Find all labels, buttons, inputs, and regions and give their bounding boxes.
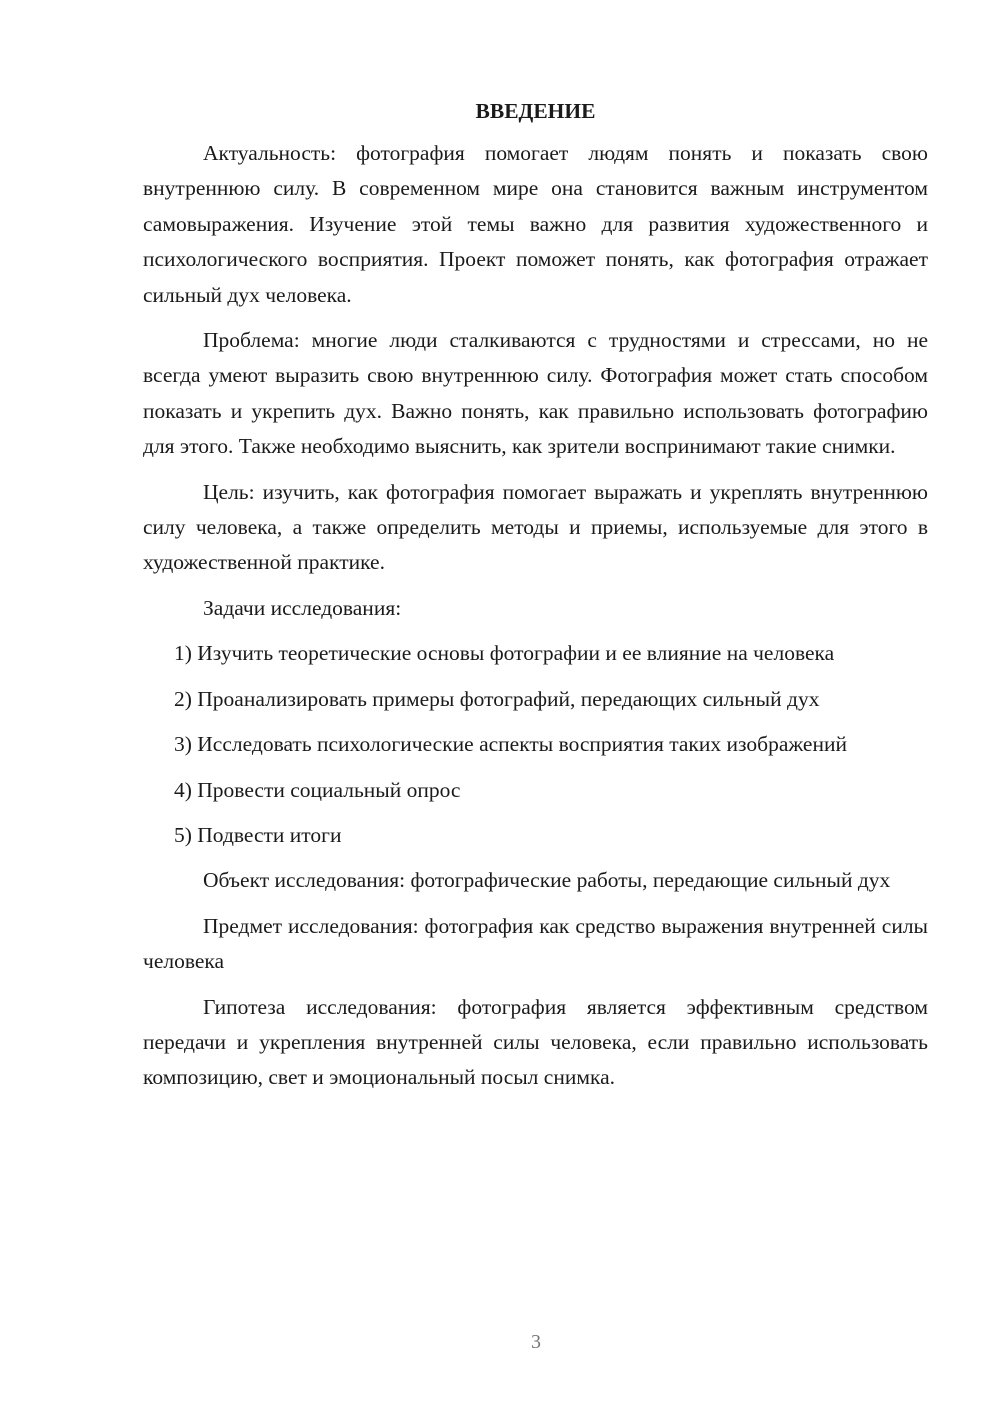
tasks-heading: Задачи исследования: bbox=[203, 595, 402, 620]
page-number: 3 bbox=[531, 1331, 541, 1353]
task-item-4: 4) Провести социальный опрос bbox=[174, 777, 461, 802]
task-item-2: 2) Проанализировать примеры фотографий, передающих сильный дух bbox=[174, 686, 820, 711]
problem-paragraph: Проблема: многие люди сталкиваются с трудностями и стрессами, но не всегда умеют выразить свою внутреннюю силу. Фотография может стать способом показать и укрепить дух. Важно понять, как правильно использовать фотографию для этого. Также необходимо выяснить, как зрители воспринимают такие снимки. bbox=[143, 328, 928, 459]
object-paragraph: Объект исследования: фотографические работы, передающие сильный дух bbox=[203, 868, 891, 893]
goal-paragraph: Цель: изучить, как фотография помогает выражать и укреплять внутреннюю силу человека, а также определить методы и приемы, используемые для этого в художественной практике. bbox=[143, 479, 928, 575]
page-content bbox=[143, 96, 928, 1106]
task-item-5: 5) Подвести итоги bbox=[174, 822, 342, 847]
relevance-paragraph: Актуальность: фотография помогает людям понять и показать свою внутреннюю силу. В современном мире она становится важным инструментом самовыражения. Изучение этой темы важно для развития художественного и психологического восприятия. Проект поможет понять, как фотография отражает сильный дух человека. bbox=[143, 141, 928, 307]
subject-paragraph: Предмет исследования: фотография как средство выражения внутренней силы человека bbox=[143, 913, 928, 974]
task-item-3: 3) Исследовать психологические аспекты восприятия таких изображений bbox=[174, 732, 847, 757]
task-item-1: 1) Изучить теоретические основы фотографии и ее влияние на человека bbox=[174, 641, 835, 666]
page-title: ВВЕДЕНИЕ bbox=[475, 99, 596, 123]
hypothesis-paragraph: Гипотеза исследования: фотография является эффективным средством передачи и укрепления внутренней силы человека, если правильно использовать композицию, свет и эмоциональный посыл снимка. bbox=[143, 994, 928, 1090]
